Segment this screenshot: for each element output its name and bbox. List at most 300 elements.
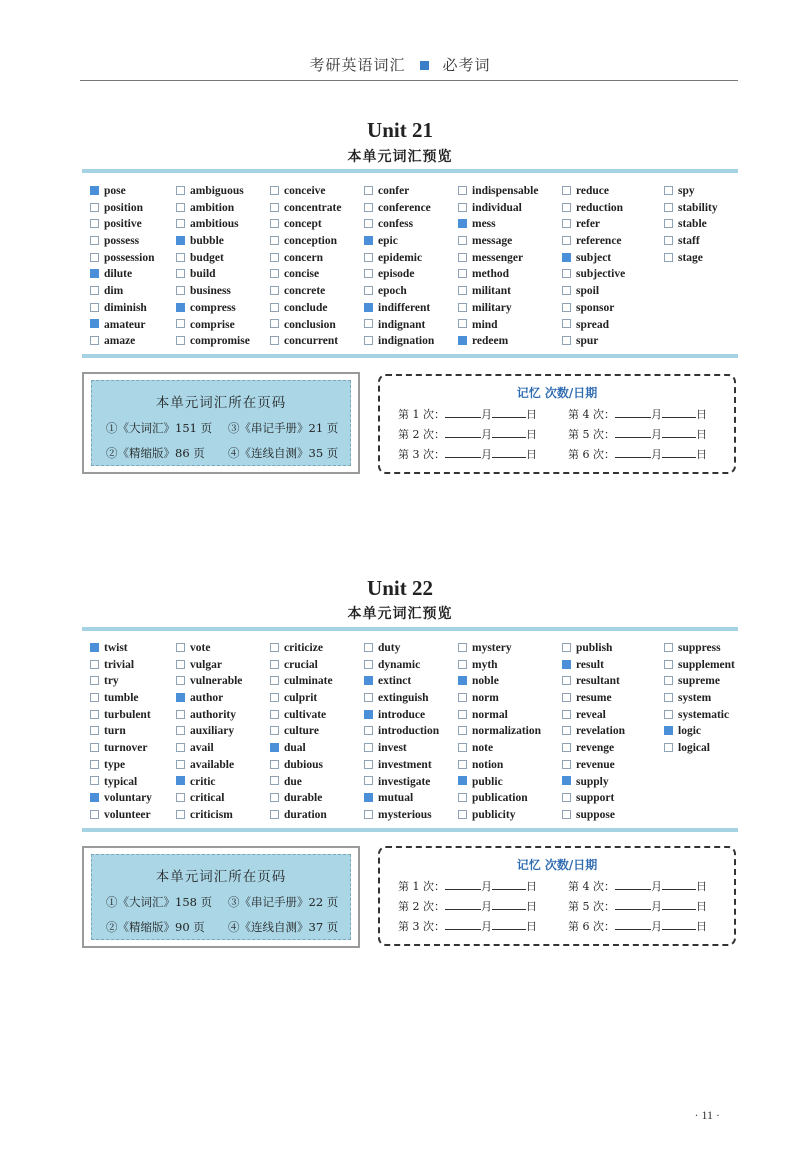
checkbox-icon[interactable] bbox=[270, 643, 279, 652]
checkbox-icon[interactable] bbox=[270, 286, 279, 295]
checkbox-icon[interactable] bbox=[458, 693, 467, 702]
checkbox-icon[interactable] bbox=[176, 219, 185, 228]
word-label: concentrate bbox=[284, 201, 342, 214]
checkbox-icon[interactable] bbox=[364, 319, 373, 328]
month-blank[interactable] bbox=[615, 879, 651, 890]
month-label: 月 bbox=[651, 448, 662, 461]
word-label: concern bbox=[284, 251, 323, 264]
word-label: logical bbox=[678, 742, 710, 755]
word-label: compress bbox=[190, 301, 236, 314]
word-item bbox=[664, 233, 764, 250]
checkbox-icon[interactable] bbox=[562, 269, 571, 278]
word-item bbox=[562, 216, 662, 233]
checked-checkbox-icon[interactable] bbox=[176, 693, 185, 702]
checkbox-icon[interactable] bbox=[90, 693, 99, 702]
checkbox-icon[interactable] bbox=[90, 286, 99, 295]
word-item bbox=[90, 317, 190, 334]
memory-entry bbox=[398, 878, 537, 894]
checkbox-icon[interactable] bbox=[270, 760, 279, 769]
checkbox-icon[interactable] bbox=[90, 710, 99, 719]
checked-checkbox-icon[interactable] bbox=[364, 676, 373, 685]
month-blank[interactable] bbox=[615, 447, 651, 458]
word-label: redeem bbox=[472, 335, 509, 348]
word-item bbox=[562, 774, 662, 791]
checkbox-icon[interactable] bbox=[176, 203, 185, 212]
word-label: possess bbox=[104, 235, 140, 248]
word-item bbox=[364, 200, 464, 217]
checkbox-icon[interactable] bbox=[562, 303, 571, 312]
month-blank[interactable] bbox=[445, 899, 481, 910]
word-item bbox=[458, 283, 558, 300]
checked-checkbox-icon[interactable] bbox=[90, 319, 99, 328]
checkbox-icon[interactable] bbox=[364, 203, 373, 212]
memory-entry bbox=[568, 898, 707, 914]
checkbox-icon[interactable] bbox=[458, 743, 467, 752]
memory-entry bbox=[398, 918, 537, 934]
unit-21-pages-box bbox=[82, 372, 360, 474]
checkbox-icon[interactable] bbox=[270, 660, 279, 669]
word-item bbox=[176, 673, 276, 690]
checkbox-icon[interactable] bbox=[664, 743, 673, 752]
pages-ref-2: ②《精缩版》90 页 bbox=[106, 920, 205, 934]
checkbox-icon[interactable] bbox=[270, 269, 279, 278]
checkbox-icon[interactable] bbox=[270, 793, 279, 802]
checked-checkbox-icon[interactable] bbox=[562, 253, 571, 262]
checkbox-icon[interactable] bbox=[90, 776, 99, 785]
checkbox-icon[interactable] bbox=[458, 186, 467, 195]
checkbox-icon[interactable] bbox=[270, 236, 279, 245]
memory-entry bbox=[568, 406, 707, 422]
month-blank[interactable] bbox=[615, 407, 651, 418]
word-item bbox=[90, 774, 190, 791]
checkbox-icon[interactable] bbox=[270, 776, 279, 785]
word-item bbox=[270, 283, 370, 300]
month-blank[interactable] bbox=[615, 427, 651, 438]
day-blank[interactable] bbox=[662, 427, 696, 438]
day-blank[interactable] bbox=[492, 407, 526, 418]
day-blank[interactable] bbox=[662, 879, 696, 890]
word-item bbox=[176, 183, 276, 200]
unit-21-pages-panel bbox=[91, 380, 351, 466]
month-blank[interactable] bbox=[445, 427, 481, 438]
checkbox-icon[interactable] bbox=[562, 793, 571, 802]
header-rule bbox=[80, 80, 738, 81]
word-item bbox=[364, 740, 464, 757]
word-label: epic bbox=[378, 235, 398, 248]
checkbox-icon[interactable] bbox=[562, 203, 571, 212]
checkbox-icon[interactable] bbox=[270, 336, 279, 345]
checkbox-icon[interactable] bbox=[562, 760, 571, 769]
checkbox-icon[interactable] bbox=[270, 726, 279, 735]
word-item bbox=[270, 657, 370, 674]
checkbox-icon[interactable] bbox=[90, 336, 99, 345]
word-label: supply bbox=[576, 775, 609, 788]
word-label: stable bbox=[678, 218, 707, 231]
checked-checkbox-icon[interactable] bbox=[664, 726, 673, 735]
day-label: 日 bbox=[526, 428, 537, 441]
pages-line-1 bbox=[106, 420, 344, 436]
checked-checkbox-icon[interactable] bbox=[458, 219, 467, 228]
word-item bbox=[176, 757, 276, 774]
checkbox-icon[interactable] bbox=[664, 253, 673, 262]
word-label: suppose bbox=[576, 808, 615, 821]
checkbox-icon[interactable] bbox=[664, 643, 673, 652]
word-label: investment bbox=[378, 758, 432, 771]
checked-checkbox-icon[interactable] bbox=[270, 743, 279, 752]
checkbox-icon[interactable] bbox=[364, 743, 373, 752]
word-column bbox=[364, 183, 464, 350]
word-item bbox=[364, 774, 464, 791]
word-label: episode bbox=[378, 268, 415, 281]
word-column bbox=[90, 183, 190, 350]
word-label: mind bbox=[472, 318, 498, 331]
checkbox-icon[interactable] bbox=[270, 203, 279, 212]
checkbox-icon[interactable] bbox=[664, 710, 673, 719]
month-label: 月 bbox=[481, 900, 492, 913]
word-item bbox=[270, 790, 370, 807]
day-label: 日 bbox=[696, 920, 707, 933]
checked-checkbox-icon[interactable] bbox=[458, 776, 467, 785]
month-blank[interactable] bbox=[445, 879, 481, 890]
checkbox-icon[interactable] bbox=[458, 810, 467, 819]
checkbox-icon[interactable] bbox=[458, 303, 467, 312]
checkbox-icon[interactable] bbox=[364, 693, 373, 702]
checkbox-icon[interactable] bbox=[90, 676, 99, 685]
checkbox-icon[interactable] bbox=[664, 660, 673, 669]
word-item bbox=[90, 333, 190, 350]
memory-count-label: 第 5 次： bbox=[568, 428, 615, 441]
checkbox-icon[interactable] bbox=[458, 286, 467, 295]
checkbox-icon[interactable] bbox=[562, 319, 571, 328]
word-item bbox=[176, 740, 276, 757]
checked-checkbox-icon[interactable] bbox=[364, 236, 373, 245]
memory-count-label: 第 3 次： bbox=[398, 920, 445, 933]
word-item bbox=[364, 757, 464, 774]
word-label: author bbox=[190, 692, 224, 705]
word-label: mess bbox=[472, 218, 496, 231]
word-item bbox=[562, 807, 662, 824]
checkbox-icon[interactable] bbox=[270, 693, 279, 702]
word-label: indispensable bbox=[472, 185, 539, 197]
checkbox-icon[interactable] bbox=[176, 660, 185, 669]
word-label: indignant bbox=[378, 318, 426, 331]
word-column bbox=[664, 640, 764, 757]
word-item bbox=[176, 640, 276, 657]
word-item bbox=[90, 723, 190, 740]
word-label: conference bbox=[378, 201, 431, 214]
checkbox-icon[interactable] bbox=[364, 760, 373, 769]
checkbox-icon[interactable] bbox=[90, 810, 99, 819]
word-item bbox=[364, 317, 464, 334]
memory-count-label: 第 2 次： bbox=[398, 900, 445, 913]
day-label: 日 bbox=[526, 448, 537, 461]
word-item bbox=[562, 723, 662, 740]
checkbox-icon[interactable] bbox=[458, 660, 467, 669]
checkbox-icon[interactable] bbox=[458, 793, 467, 802]
checked-checkbox-icon[interactable] bbox=[364, 793, 373, 802]
checkbox-icon[interactable] bbox=[364, 286, 373, 295]
month-blank[interactable] bbox=[445, 447, 481, 458]
checkbox-icon[interactable] bbox=[90, 303, 99, 312]
day-blank[interactable] bbox=[662, 919, 696, 930]
day-blank[interactable] bbox=[492, 899, 526, 910]
word-column bbox=[562, 640, 662, 824]
word-item bbox=[176, 790, 276, 807]
word-item bbox=[270, 333, 370, 350]
checkbox-icon[interactable] bbox=[562, 676, 571, 685]
word-item bbox=[458, 740, 558, 757]
checkbox-icon[interactable] bbox=[562, 693, 571, 702]
word-item bbox=[458, 266, 558, 283]
day-label: 日 bbox=[526, 880, 537, 893]
pages-line-2 bbox=[106, 919, 344, 935]
unit-22-title: Unit 22 bbox=[367, 576, 433, 600]
checkbox-icon[interactable] bbox=[270, 810, 279, 819]
checked-checkbox-icon[interactable] bbox=[364, 710, 373, 719]
checkbox-icon[interactable] bbox=[364, 253, 373, 262]
checkbox-icon[interactable] bbox=[270, 253, 279, 262]
pages-ref-2: ②《精缩版》86 页 bbox=[106, 446, 205, 460]
month-blank[interactable] bbox=[445, 407, 481, 418]
day-label: 日 bbox=[526, 900, 537, 913]
checkbox-icon[interactable] bbox=[364, 726, 373, 735]
word-label: durable bbox=[284, 792, 323, 805]
word-label: budget bbox=[190, 251, 224, 264]
word-label: resume bbox=[576, 692, 612, 705]
checked-checkbox-icon[interactable] bbox=[176, 776, 185, 785]
checkbox-icon[interactable] bbox=[90, 760, 99, 769]
memory-entry bbox=[398, 898, 537, 914]
checkbox-icon[interactable] bbox=[90, 236, 99, 245]
checkbox-icon[interactable] bbox=[562, 743, 571, 752]
checkbox-icon[interactable] bbox=[270, 303, 279, 312]
checkbox-icon[interactable] bbox=[176, 710, 185, 719]
word-item bbox=[458, 723, 558, 740]
word-label: public bbox=[472, 775, 503, 788]
checkbox-icon[interactable] bbox=[176, 643, 185, 652]
checkbox-icon[interactable] bbox=[458, 726, 467, 735]
checkbox-icon[interactable] bbox=[270, 676, 279, 685]
word-label: vulnerable bbox=[190, 675, 243, 688]
word-label: subject bbox=[576, 251, 612, 264]
checkbox-icon[interactable] bbox=[176, 726, 185, 735]
word-label: conceive bbox=[284, 185, 326, 197]
checkbox-icon[interactable] bbox=[176, 743, 185, 752]
word-label: mystery bbox=[472, 642, 512, 654]
checked-checkbox-icon[interactable] bbox=[176, 303, 185, 312]
day-blank[interactable] bbox=[492, 427, 526, 438]
checkbox-icon[interactable] bbox=[562, 236, 571, 245]
checkbox-icon[interactable] bbox=[664, 693, 673, 702]
word-item bbox=[90, 233, 190, 250]
word-item bbox=[562, 673, 662, 690]
day-blank[interactable] bbox=[492, 879, 526, 890]
checked-checkbox-icon[interactable] bbox=[364, 303, 373, 312]
checkbox-icon[interactable] bbox=[176, 269, 185, 278]
checkbox-icon[interactable] bbox=[176, 319, 185, 328]
word-item bbox=[562, 657, 662, 674]
month-label: 月 bbox=[481, 448, 492, 461]
word-item bbox=[664, 250, 764, 267]
memory-count-label: 第 1 次： bbox=[398, 408, 445, 421]
word-item bbox=[562, 300, 662, 317]
word-label: invest bbox=[378, 742, 407, 755]
checkbox-icon[interactable] bbox=[458, 269, 467, 278]
checkbox-icon[interactable] bbox=[458, 203, 467, 212]
word-item bbox=[176, 807, 276, 824]
checkbox-icon[interactable] bbox=[664, 676, 673, 685]
checkbox-icon[interactable] bbox=[562, 710, 571, 719]
checkbox-icon[interactable] bbox=[90, 203, 99, 212]
unit-22-pages-box bbox=[82, 846, 360, 948]
word-item bbox=[664, 690, 764, 707]
checkbox-icon[interactable] bbox=[664, 203, 673, 212]
day-blank[interactable] bbox=[662, 899, 696, 910]
checkbox-icon[interactable] bbox=[176, 810, 185, 819]
month-label: 月 bbox=[481, 408, 492, 421]
checkbox-icon[interactable] bbox=[664, 219, 673, 228]
word-item bbox=[364, 300, 464, 317]
checked-checkbox-icon[interactable] bbox=[562, 776, 571, 785]
checkbox-icon[interactable] bbox=[364, 269, 373, 278]
checkbox-icon[interactable] bbox=[458, 710, 467, 719]
checkbox-icon[interactable] bbox=[562, 336, 571, 345]
checkbox-icon[interactable] bbox=[458, 319, 467, 328]
checkbox-icon[interactable] bbox=[458, 236, 467, 245]
checkbox-icon[interactable] bbox=[458, 760, 467, 769]
word-item bbox=[270, 250, 370, 267]
checkbox-icon[interactable] bbox=[176, 186, 185, 195]
checkbox-icon[interactable] bbox=[90, 660, 99, 669]
day-blank[interactable] bbox=[662, 407, 696, 418]
checkbox-icon[interactable] bbox=[90, 253, 99, 262]
month-label: 月 bbox=[481, 428, 492, 441]
checkbox-icon[interactable] bbox=[364, 186, 373, 195]
pages-line-1 bbox=[106, 894, 344, 910]
word-label: investigate bbox=[378, 775, 431, 788]
checkbox-icon[interactable] bbox=[176, 253, 185, 262]
word-label: systematic bbox=[678, 708, 730, 721]
checkbox-icon[interactable] bbox=[562, 219, 571, 228]
checkbox-icon[interactable] bbox=[270, 710, 279, 719]
checkbox-icon[interactable] bbox=[562, 286, 571, 295]
word-item bbox=[364, 233, 464, 250]
word-item bbox=[458, 757, 558, 774]
checkbox-icon[interactable] bbox=[176, 760, 185, 769]
day-label: 日 bbox=[696, 448, 707, 461]
word-label: mysterious bbox=[378, 808, 432, 821]
checkbox-icon[interactable] bbox=[364, 336, 373, 345]
checked-checkbox-icon[interactable] bbox=[458, 676, 467, 685]
checkbox-icon[interactable] bbox=[270, 319, 279, 328]
checkbox-icon[interactable] bbox=[176, 336, 185, 345]
word-column bbox=[176, 183, 276, 350]
checkbox-icon[interactable] bbox=[458, 253, 467, 262]
word-item bbox=[562, 283, 662, 300]
day-label: 日 bbox=[696, 900, 707, 913]
word-label: turn bbox=[104, 725, 126, 738]
word-item bbox=[562, 317, 662, 334]
checkbox-icon[interactable] bbox=[562, 726, 571, 735]
word-item bbox=[562, 233, 662, 250]
checkbox-icon[interactable] bbox=[176, 286, 185, 295]
word-item bbox=[562, 740, 662, 757]
checked-checkbox-icon[interactable] bbox=[562, 660, 571, 669]
day-blank[interactable] bbox=[492, 919, 526, 930]
checked-checkbox-icon[interactable] bbox=[90, 643, 99, 652]
word-label: volunteer bbox=[104, 808, 151, 821]
checked-checkbox-icon[interactable] bbox=[176, 236, 185, 245]
word-item bbox=[90, 266, 190, 283]
checkbox-icon[interactable] bbox=[90, 219, 99, 228]
unit-21-word-grid bbox=[0, 183, 800, 355]
checkbox-icon[interactable] bbox=[90, 726, 99, 735]
checkbox-icon[interactable] bbox=[176, 793, 185, 802]
checkbox-icon[interactable] bbox=[664, 186, 673, 195]
word-item bbox=[270, 216, 370, 233]
checkbox-icon[interactable] bbox=[364, 660, 373, 669]
word-item bbox=[364, 283, 464, 300]
word-label: mutual bbox=[378, 792, 414, 805]
word-item bbox=[664, 216, 764, 233]
word-item bbox=[90, 807, 190, 824]
word-item bbox=[90, 790, 190, 807]
checkbox-icon[interactable] bbox=[364, 776, 373, 785]
memory-entry bbox=[398, 406, 537, 422]
checkbox-icon[interactable] bbox=[458, 643, 467, 652]
checkbox-icon[interactable] bbox=[90, 743, 99, 752]
memory-title: 记忆 次数/日期 bbox=[516, 858, 598, 872]
word-item bbox=[270, 266, 370, 283]
checkbox-icon[interactable] bbox=[562, 810, 571, 819]
word-item bbox=[458, 200, 558, 217]
day-blank[interactable] bbox=[492, 447, 526, 458]
word-label: publish bbox=[576, 642, 613, 654]
checked-checkbox-icon[interactable] bbox=[90, 186, 99, 195]
word-column bbox=[664, 183, 764, 266]
checked-checkbox-icon[interactable] bbox=[458, 336, 467, 345]
word-item bbox=[90, 250, 190, 267]
checkbox-icon[interactable] bbox=[664, 236, 673, 245]
pages-ref-4: ④《连线自测》35 页 bbox=[228, 446, 339, 460]
word-label: norm bbox=[472, 692, 499, 705]
checkbox-icon[interactable] bbox=[270, 219, 279, 228]
word-item bbox=[270, 300, 370, 317]
day-blank[interactable] bbox=[662, 447, 696, 458]
checkbox-icon[interactable] bbox=[364, 219, 373, 228]
checkbox-icon[interactable] bbox=[562, 186, 571, 195]
checkbox-icon[interactable] bbox=[176, 676, 185, 685]
month-blank[interactable] bbox=[615, 899, 651, 910]
checkbox-icon[interactable] bbox=[270, 186, 279, 195]
word-label: dual bbox=[284, 742, 306, 755]
checkbox-icon[interactable] bbox=[364, 643, 373, 652]
word-label: stability bbox=[678, 201, 718, 214]
checked-checkbox-icon[interactable] bbox=[90, 793, 99, 802]
word-item bbox=[176, 266, 276, 283]
word-label: dim bbox=[104, 285, 124, 298]
word-item bbox=[90, 690, 190, 707]
month-blank[interactable] bbox=[445, 919, 481, 930]
word-label: stage bbox=[678, 251, 703, 264]
month-blank[interactable] bbox=[615, 919, 651, 930]
word-label: critic bbox=[190, 775, 216, 788]
pages-ref-3: ③《串记手册》22 页 bbox=[228, 895, 339, 909]
memory-count-label: 第 5 次： bbox=[568, 900, 615, 913]
checkbox-icon[interactable] bbox=[364, 810, 373, 819]
checkbox-icon[interactable] bbox=[562, 643, 571, 652]
checked-checkbox-icon[interactable] bbox=[90, 269, 99, 278]
